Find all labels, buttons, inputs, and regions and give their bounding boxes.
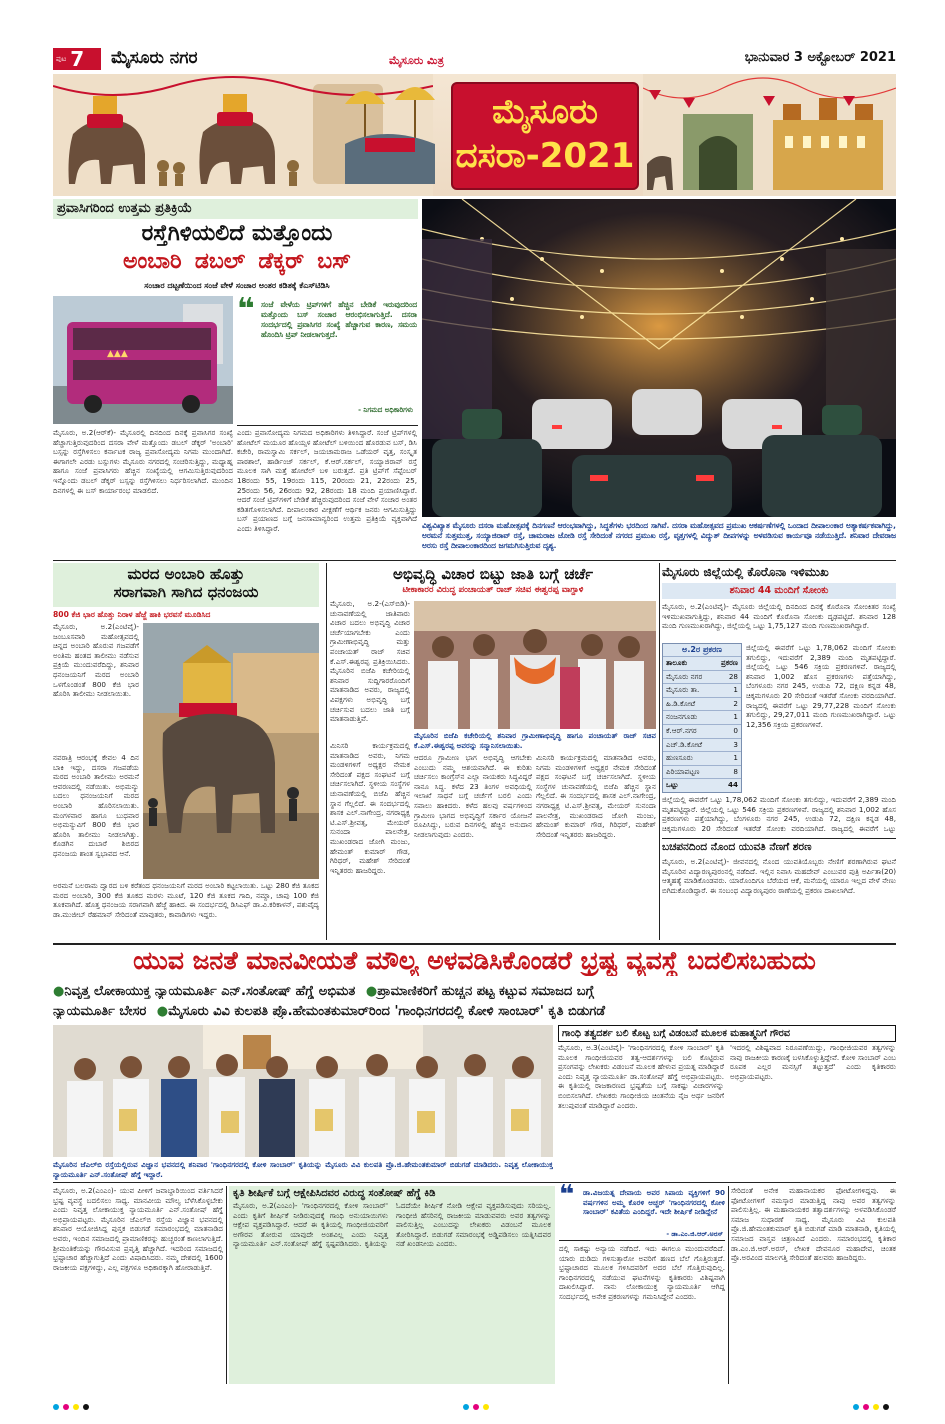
covid-table-taluk: ಹುಣಸೂರು — [666, 753, 693, 763]
gandhi-sidebar-body2: 'ಇದರಲ್ಲಿ ವಿಶಿಷ್ಟವಾದ ನಿರೂಪಣೆಯಿದ್ದು, ಗಾಂಧೀಜಿಯವರ ತತ್ವಗಳನ್ನು ನಾವು ರಾಜಕೀಯ ಕಾರಣಕ್ಕೆ ಬಳಸಿಕೊಳ್ಳುತ್ತಿದ್ದೇವೆ. ಕೋಳಿ ಸಾಂಬಾರ್ ಎಂಬ ರೂಪಕ ಎಲ್ಲರ ಮನಸ್ಸಿಗೆ ತಟ್ಟುತ್ತದೆ' ಎಂದು ಕೃತಿಕಾರರು ಅಭಿಪ್ರಾಯಪಟ್ಟರು. — [730, 1043, 896, 1081]
bus-body-col1: ಮೈಸೂರು, ಅ.2(ಆರ್‌ಕೆ)- ಮೈಸೂರಲ್ಲಿ ದಿನದಿಂದ ದಿನಕ್ಕೆ ಪ್ರವಾಸಿಗರ ಸಂಖ್ಯೆ ಹೆಚ್ಚಾಗುತ್ತಿರುವುದರಿಂದ ದಸರಾ ವೇಳೆ ಮತ್ತೊಂದು ಡಬಲ್ ಡೆಕ್ಕರ್ 'ಅಂಬಾರಿ' ಬಸ್ಸನ್ನು ರಸ್ತೆಗಿಳಿಸಲು ಕರ್ನಾಟಕ ರಾಜ್ಯ ಪ್ರವಾಸೋದ್ಯಮ ನಿಗಮ ಮುಂದಾಗಿದೆ. ಈಗಾಗಲೇ ಎರಡು ಬಸ್ಸುಗಳು ಮೈಸೂರು ನಗರದಲ್ಲಿ ಸಂಚರಿಸುತ್ತಿದ್ದು, ಮಧ್ಯಾಹ್ನ ಹಾಗೂ ಸಂಜೆ ಪ್ರವಾಸಿಗರು ಹೆಚ್ಚಿನ ಸಂಖ್ಯೆಯಲ್ಲಿ ಆಗಮಿಸುತ್ತಿರುವುದರಿಂದ ಇನ್ನೊಂದು ಡಬಲ್ ಡೆಕ್ಕರ್ ಬಸ್ಸನ್ನು ರಸ್ತೆಗಿಳಿಸಲು ನಿರ್ಧರಿಸಲಾಗಿದೆ. ಮುಂದಿನ ದಿನಗಳಲ್ಲಿ ಈ ಬಸ್ ಕಾರ್ಯಾರಂಭ ಮಾಡಲಿದೆ. — [53, 428, 233, 495]
article-caste — [330, 563, 656, 940]
elephant-body-mid: ನವರಾತ್ರಿ ಆರಂಭಕ್ಕೆ ಕೇವಲ 4 ದಿನ ಬಾಕಿ ಇದ್ದು, ದಸರಾ ಗಜಪಡೆಯ ಮರದ ಅಂಬಾರಿ ತಾಲೀಮು ಅರಮನೆ ಆವರಣದಲ್ಲಿ ನಡೆಯಿತು. ಅಭಿಮನ್ಯು ಬದಲು ಧನಂಜಯನಿಗೆ ಮರದ ಅಂಬಾರಿ ಹೊರಿಸಲಾಯಿತು. ಮಂಗಳವಾರ ಹಾಗೂ ಬುಧವಾರ ಅಭಿಮನ್ಯುವಿಗೆ 800 ಕೆಜಿ ಭಾರ ಹೊರಿಸಿ ತಾಲೀಮು ನೀಡಲಾಗಿತ್ತು. ಕೊಡಗಿನ ದುಬಾರೆ ಶಿಬಿರದ ಧನಂಜಯ ಶಾಂತ ಸ್ವಭಾವದ ಆನೆ. — [53, 753, 139, 858]
gandhi-sidebar-body1: ಮೈಸೂರು, ಅ.3(ಎಂಟಿವೈ)- 'ಗಾಂಧಿನಗರದಲ್ಲಿ ಕೋಳಿ ಸಾಂಬಾರ್' ಕೃತಿ ಮೂಲಕ ಗಾಂಧೀಜಿಯವರ ತತ್ವ-ಆದರ್ಶಗಳನ್ನು ಬಲಿ ಕೊಟ್ಟಿರುವ ಪ್ರಸಂಗವನ್ನು ಲೇಖಕರು ವಿಡಂಬನೆ ಮೂಲಕ ಹೇಳುವ ಪ್ರಯತ್ನ ಮಾಡಿದ್ದಾರೆ ಎಂದು ನಿವೃತ್ತ ನ್ಯಾಯಮೂರ್ತಿ ಡಾ.ಸಂತೋಷ್ ಹೆಗ್ಡೆ ಅಭಿಪ್ರಾಯಪಟ್ಟರು. ಈ ಕೃತಿಯಲ್ಲಿ ರಾಜಕಾರಣದ ಭ್ರಷ್ಟತೆಯ ಬಗ್ಗೆ ಸಾಕಷ್ಟು ವಿಚಾರಗಳನ್ನು ಬಿಂಬಿಸಲಾಗಿದೆ. ಲೇಖಕರು ಗಾಂಧೀಜಿಯ ಚಿಂತನೆಯ ನೈಜ ಅರ್ಥ ಜನರಿಗೆ ತಲುಪುವಂತೆ ಮಾಡಿದ್ದಾರೆ ಎಂದರು. — [558, 1043, 724, 1110]
cmyk-dot-icon — [73, 1404, 79, 1410]
article-kicker — [53, 199, 418, 219]
issue-date: ಭಾನುವಾರ 3 ಅಕ್ಟೋಬರ್ 2021 — [744, 50, 896, 65]
covid-body-top: ಮೈಸೂರು, ಅ.2(ಎಂಟಿವೈ)- ಮೈಸೂರು ಜಿಲ್ಲೆಯಲ್ಲಿ ದಿನದಿಂದ ದಿನಕ್ಕೆ ಕೊರೊನಾ ಸೋಂಕಿತರ ಸಂಖ್ಯೆ ಇಳಿಮುಖವಾಗುತ್ತಿದ್ದು, ಶನಿವಾರ 44 ಮಂದಿಗೆ ಕೊರೊನಾ ಸೋಂಕು ದೃಢಪಟ್ಟಿದೆ. ಶನಿವಾರ 128 ಮಂದಿ ಗುಣಮುಖರಾಗಿದ್ದು, ಜಿಲ್ಲೆಯಲ್ಲಿ ಒಟ್ಟು 1,75,127 ಮಂದಿ ಗುಣಮುಖರಾಗಿದ್ದಾರೆ. — [662, 602, 896, 631]
bottom-col3-quote-by: - ಡಾ.ಎಂ.ಜಿ.ಆರ್.ಅರಸ್ — [666, 1230, 723, 1238]
covid-table-count: 1 — [733, 685, 738, 695]
covid-table-row — [663, 765, 741, 779]
covid-subhead: ಶನಿವಾರ 44 ಮಂದಿಗೆ ಸೋಂಕು — [729, 585, 829, 596]
article-covid — [662, 563, 896, 836]
elephant-howdah-photo — [143, 623, 319, 879]
minister-felicitation-photo — [414, 601, 656, 729]
elephant-headline-line1: ಮರದ ಅಂಬಾರಿ ಹೊತ್ತು — [127, 565, 245, 583]
cmyk-dot-icon — [873, 1404, 879, 1410]
quote-text: ಸಂಜೆ ವೇಳೆಯ ಟ್ರಿಪ್‌ಗಳಿಗೆ ಹೆಚ್ಚಿನ ಬೇಡಿಕೆ ಇರುವುದರಿಂದ ಮತ್ತೊಂದು ಬಸ್ ಸಂಚಾರ ಆರಂಭಿಸಲಾಗುತ್ತಿದೆ. ದಸರಾ ಸಂದರ್ಭದಲ್ಲಿ ಪ್ರವಾಸಿಗರ ಸಂಖ್ಯೆ ಹೆಚ್ಚಾಗುವ ಕಾರಣ, ಸಮಯ ಹೊಂದಿಸಿ ಟ್ರಿಪ್ ನೀಡಲಾಗುತ್ತದೆ. — [261, 300, 417, 339]
bullet-icon: ● — [365, 984, 378, 999]
elephant-headline-line2: ಸರಾಗವಾಗಿ ಸಾಗಿದ ಧನಂಜಯ — [113, 583, 259, 601]
quote-mark-icon: ❝ — [237, 292, 255, 327]
covid-table-count: 44 — [727, 780, 738, 790]
covid-table-taluk: ತಾಲೂಕು — [666, 658, 688, 667]
cmyk-dot-icon — [63, 1404, 69, 1410]
bottom-col2-box — [229, 1186, 555, 1384]
covid-body-bottom: ಜಿಲ್ಲೆಯಲ್ಲಿ ಈವರೆಗೆ ಒಟ್ಟು 1,78,062 ಮಂದಿಗೆ ಸೋಂಕು ತಗುಲಿದ್ದು, ಇದುವರೆಗೆ 2,389 ಮಂದಿ ಮೃತಪಟ್ಟಿದ್ದಾರೆ. ಜಿಲ್ಲೆಯಲ್ಲಿ ಒಟ್ಟು 546 ಸಕ್ರಿಯ ಪ್ರಕರಣಗಳಿವೆ. ರಾಜ್ಯದಲ್ಲಿ ಶನಿವಾರ 1,002 ಹೊಸ ಪ್ರಕರಣಗಳು ಪತ್ತೆಯಾಗಿದ್ದು, ಬೆಂಗಳೂರು ನಗರ 245, ಉಡುಪಿ 72, ದಕ್ಷಿಣ ಕನ್ನಡ 48, ಚಿಕ್ಕಮಗಳೂರು 20 ಸೇರಿದಂತೆ ಇತರೆಡೆ ಸೋಂಕು ವರದಿಯಾಗಿದೆ. ರಾಜ್ಯದಲ್ಲಿ ಈವರೆಗೆ ಒಟ್ಟು — [662, 795, 896, 833]
article-double-decker — [53, 197, 418, 555]
covid-table-row — [663, 683, 741, 697]
covid-body-side: ಜಿಲ್ಲೆಯಲ್ಲಿ ಈವರೆಗೆ ಒಟ್ಟು 1,78,062 ಮಂದಿಗೆ ಸೋಂಕು ತಗುಲಿದ್ದು, ಇದುವರೆಗೆ 2,389 ಮಂದಿ ಮೃತಪಟ್ಟಿದ್ದಾರೆ. ಜಿಲ್ಲೆಯಲ್ಲಿ ಒಟ್ಟು 546 ಸಕ್ರಿಯ ಪ್ರಕರಣಗಳಿವೆ. ರಾಜ್ಯದಲ್ಲಿ ಶನಿವಾರ 1,002 ಹೊಸ ಪ್ರಕರಣಗಳು ಪತ್ತೆಯಾಗಿದ್ದು, ಬೆಂಗಳೂರು ನಗರ 245, ಉಡುಪಿ 72, ದಕ್ಷಿಣ ಕನ್ನಡ 48, ಚಿಕ್ಕಮಗಳೂರು 20 ಸೇರಿದಂತೆ ಇತರೆಡೆ ಸೋಂಕು ವರದಿಯಾಗಿದೆ. ರಾಜ್ಯದಲ್ಲಿ ಈವರೆಗೆ ಒಟ್ಟು 29,77,228 ಮಂದಿಗೆ ಸೋಂಕು ತಗುಲಿದ್ದು, 29,27,011 ಮಂದಿ ಗುಣಮುಖರಾಗಿದ್ದಾರೆ. ಒಟ್ಟು 12,356 ಸಕ್ರಿಯ ಪ್ರಕರಣಗಳಿವೆ. — [746, 643, 896, 729]
quote-box — [237, 292, 417, 422]
main-deck-row1 — [53, 984, 896, 999]
caste-body-col1: ಮೈಸೂರು, ಅ.2-(ಎಸ್‌ಬಿಡಿ)- ಚುನಾವಣೆಯಲ್ಲಿ ಜಾತಿವಾರು ವಿಚಾರ ಬದಲು ಅಭಿವೃದ್ಧಿ ವಿಚಾರ ಚರ್ಚೆಯಾಗಬೇಕು ಎಂದು ಗ್ರಾಮೀಣಾಭಿವೃದ್ಧಿ ಮತ್ತು ಪಂಚಾಯತ್ ರಾಜ್ ಸಚಿವ ಕೆ.ಎಸ್.ಈಶ್ವರಪ್ಪ ಪ್ರತಿಕ್ರಿಯಿಸಿದರು. ಮೈಸೂರಿನ ಬಿಜೆಪಿ ಕಚೇರಿಯಲ್ಲಿ ಶನಿವಾರ ಸುದ್ದಿಗಾರರೊಂದಿಗೆ ಮಾತನಾಡಿದ ಅವರು, ರಾಜ್ಯದಲ್ಲಿ ವಿಪಕ್ಷಗಳು ಅಭಿವೃದ್ಧಿ ಬಗ್ಗೆ ಚರ್ಚಿಸುವ ಬದಲು ಜಾತಿ ಬಗ್ಗೆ ಮಾತನಾಡುತ್ತಿವೆ. — [330, 599, 410, 724]
bottom-col1: ಮೈಸೂರು, ಅ.2(ಎಂಎಂ)- ಯುವ ಪೀಳಿಗೆ ಜವಾಬ್ದಾರಿಯಿಂದ ವರ್ತಿಸಿದರೆ ಭ್ರಷ್ಟ ವ್ಯವಸ್ಥೆ ಬದಲಿಸಲು ಸಾಧ್ಯ. ಮಾನವೀಯ ಮೌಲ್ಯ ಬೆಳೆಸಿಕೊಳ್ಳಬೇಕು ಎಂದು ನಿವೃತ್ತ ಲೋಕಾಯುಕ್ತ ನ್ಯಾಯಮೂರ್ತಿ ಎನ್.ಸಂತೋಷ್ ಹೆಗ್ಡೆ ಅಭಿಪ್ರಾಯಪಟ್ಟರು. ಮೈಸೂರಿನ ಜೆಎಲ್‌ಬಿ ರಸ್ತೆಯ ವಿಜ್ಞಾನ ಭವನದಲ್ಲಿ ಶನಿವಾರ ಆಯೋಜಿಸಿದ್ದ ಪುಸ್ತಕ ಬಿಡುಗಡೆ ಸಮಾರಂಭದಲ್ಲಿ ಮಾತನಾಡಿದ ಅವರು, ಇಂದಿನ ಸಮಾಜದಲ್ಲಿ ಪ್ರಾಮಾಣಿಕರನ್ನು ಹುಚ್ಚರಂತೆ ಕಾಣಲಾಗುತ್ತಿದೆ. ಶ್ರೀಮಂತಿಕೆಯನ್ನು ಗೌರವಿಸುವ ಪ್ರವೃತ್ತಿ ಹೆಚ್ಚಾಗಿದೆ. ಇದರಿಂದ ಸಮಾಜದಲ್ಲಿ ಭ್ರಷ್ಟಾಚಾರ ಹೆಚ್ಚಾಗುತ್ತಿದೆ ಎಂದು ವಿಷಾದಿಸಿದರು. ನಮ್ಮ ದೇಶದಲ್ಲಿ 1600 ರಾಜಕೀಯ ಪಕ್ಷಗಳಿದ್ದು, ಎಲ್ಲ ಪಕ್ಷಗಳೂ ಅಧಿಕಾರಕ್ಕಾಗಿ ಹೋರಾಡುತ್ತಿವೆ. — [53, 1186, 223, 1272]
elephant-subhead: 800 ಕೆಜಿ ಭಾರ ಹೊತ್ತು ನಿರಾಳ ಹೆಜ್ಜೆ ಹಾಕಿ ಭರವಸೆ ಮೂಡಿಸಿದ — [53, 610, 211, 619]
masthead — [53, 46, 896, 72]
covid-table-header — [663, 656, 741, 670]
col-divider-d — [728, 1186, 729, 1384]
palace-gate-illustration — [643, 74, 896, 196]
covid-table-count: 1 — [733, 712, 738, 722]
cmyk-dot-icon — [473, 1404, 479, 1410]
section-title: ಮೈಸೂರು ನಗರ — [111, 48, 198, 68]
bottom-col4: ಸೇರಿದಂತೆ ಅನೇಕ ಮಹಾನಾಯಕರ ಫೋಟೋಗಳಿದ್ದವು. ಈ ಫೋಟೋಗಳಿಗೆ ನಮಸ್ಕಾರ ಮಾಡುತ್ತಿದ್ದ ನಾವು ಅವರ ತತ್ವಗಳನ್ನು ಪಾಲಿಸುತ್ತಿಲ್ಲ. ಈ ಮಹಾನಾಯಕರ ತತ್ವಾದರ್ಶಗಳನ್ನು ಅಳವಡಿಸಿಕೊಂಡರೆ ಸಮಾಜ ಸುಧಾರಣೆ ಸಾಧ್ಯ. ಮೈಸೂರು ವಿವಿ ಕುಲಪತಿ ಪ್ರೊ.ಜಿ.ಹೇಮಂತಕುಮಾರ್ ಕೃತಿ ಬಿಡುಗಡೆ ಮಾಡಿ ಮಾತನಾಡಿ, ಕೃತಿಯಲ್ಲಿ ಸಮಾಜದ ವಾಸ್ತವ ಚಿತ್ರಣವಿದೆ ಎಂದರು. ಸಮಾರಂಭದಲ್ಲಿ ಕೃತಿಕಾರ ಡಾ.ಎಂ.ಜಿ.ಆರ್.ಅರಸ್, ಲೇಖಕ ದೇವನೂರ ಮಹಾದೇವ, ಚಿಂತಕ ಪ್ರೊ.ಅರವಿಂದ ಮಾಲಗತ್ತಿ ಸೇರಿದಂತೆ ಹಲವರು ಹಾಜರಿದ್ದರು. — [731, 1186, 896, 1263]
covid-table-row — [663, 724, 741, 738]
col-divider-c — [226, 1186, 227, 1384]
covid-table-taluk: ನಂಜನಗೂಡು — [666, 712, 698, 722]
elephant-headline-box — [53, 563, 319, 607]
quote-mark-icon: ❝ — [559, 1180, 575, 1210]
illumination-caption: ವಿಶ್ವವಿಖ್ಯಾತ ಮೈಸೂರು ದಸರಾ ಮಹೋತ್ಸವಕ್ಕೆ ದಿನಗಣನೆ ಆರಂಭವಾಗಿದ್ದು, ಸಿದ್ಧತೆಗಳು ಭರದಿಂದ ಸಾಗಿವೆ. ದಸರಾ ಮಹೋತ್ಸವದ ಪ್ರಮುಖ ಆಕರ್ಷಣೆಗಳಲ್ಲಿ ಒಂದಾದ ದೀಪಾಲಂಕಾರ ಅತ್ಯಾಕರ್ಷಕವಾಗಿದ್ದು, ಅರಮನೆ ಸುತ್ತಮುತ್ತ, ಸಯ್ಯಾಜಿರಾವ್ ರಸ್ತೆ, ಚಾಮರಾಜ ಜೋಡಿ ರಸ್ತೆ ಸೇರಿದಂತೆ ನಗರದ ಪ್ರಮುಖ ರಸ್ತೆ, ವೃತ್ತಗಳಲ್ಲಿ ವಿದ್ಯುತ್ ದೀಪಗಳನ್ನು ಅಳವಡಿಸುವ ಕಾರ್ಯವೂ ನಡೆಯುತ್ತಿದೆ. ಶನಿವಾರ ದೇವರಾಜ ಅರಸು ರಸ್ತೆ ದೀಪಾಲಂಕಾರದಿಂದ ಜಗಮಗಿಸುತ್ತಿರುವ ದೃಶ್ಯ. — [422, 521, 896, 550]
bullet-icon: ● — [53, 984, 65, 999]
article-young-woman — [662, 841, 896, 940]
section-divider-3 — [53, 1182, 896, 1183]
quote-attribution: - ನಿಗಮದ ಅಧಿಕಾರಿಗಳು — [358, 406, 413, 414]
bus-body-col2: ಎಂದು ಪ್ರವಾಸೋದ್ಯಮ ನಿಗಮದ ಅಧಿಕಾರಿಗಳು ತಿಳಿಸಿದ್ದಾರೆ. ಸಂಜೆ ಟ್ರಿಪ್‌ಗಳಲ್ಲಿ ಹೋಟೆಲ್ ಮಯೂರ ಹೊಯ್ಸಳ ಹೋಟೆಲ್ ಬಳಿಯಿಂದ ಹೊರಡುವ ಬಸ್, ಡಿಸಿ ಕಚೇರಿ, ರಾಮಸ್ವಾಮಿ ಸರ್ಕಲ್, ಜಯಚಾಮರಾಜ ಒಡೆಯರ್ ವೃತ್ತ, ಸಂಸ್ಕೃತ ಪಾಠಶಾಲೆ, ಹಾರ್ಡಿಂಜ್ ಸರ್ಕಲ್, ಕೆ.ಆರ್.ಸರ್ಕಲ್, ಸಯ್ಯಾಜಿರಾವ್ ರಸ್ತೆ ಮೂಲಕ ಸಾಗಿ ಮತ್ತೆ ಹೋಟೆಲ್ ಬಳಿ ಬರುತ್ತದೆ. ಪ್ರತಿ ಟ್ರಿಪ್‌ಗೆ ಸೆಪ್ಟೆಂಬರ್ 18ರಂದು 55, 19ರಂದು 115, 20ರಂದು 21, 22ರಂದು 25, 25ರಂದು 56, 26ರಂದು 92, 28ರಂದು 18 ಮಂದಿ ಪ್ರಯಾಣಿಸಿದ್ದಾರೆ. ಆದರೆ ಸಂಜೆ ಟ್ರಿಪ್‌ಗಳಿಗೆ ಬೇಡಿಕೆ ಹೆಚ್ಚಿರುವುದರಿಂದ ಸಂಜೆ ವೇಳೆ ಸಂಚಾರ ಅಂತರ ಕಡಿತಗೊಳಿಸಲಾಗಿದೆ. ದೀಪಾಲಂಕಾರ ವೀಕ್ಷಣೆಗೆ ಆರ್ಥಿಕ ಜನರು ಆಗಮಿಸುತ್ತಿದ್ದು ಬಸ್ ಪ್ರಯಾಣದ ಬಗ್ಗೆ ಜನಸಾಮಾನ್ಯರಿಂದ ಉತ್ತಮ ಪ್ರತಿಕ್ರಿಯೆ ವ್ಯಕ್ತವಾಗಿದೆ ಎಂದು ತಿಳಿಸಿದ್ದಾರೆ. — [237, 428, 417, 533]
covid-table-taluk: ಎಚ್.ಡಿ.ಕೋಟೆ — [666, 739, 703, 749]
covid-table-count: 28 — [728, 671, 738, 681]
covid-subhead-box — [662, 583, 896, 599]
illumination-feature — [422, 199, 896, 557]
covid-table-body — [663, 656, 741, 792]
covid-table-row — [663, 697, 741, 711]
covid-table-row — [663, 778, 741, 792]
illuminated-street-photo — [422, 199, 896, 517]
dasara-banner — [53, 74, 896, 196]
book-release-photo — [53, 1025, 553, 1157]
covid-table-taluk: ಕೆ.ಆರ್.ನಗರ — [666, 725, 697, 735]
covid-headline: ಮೈಸೂರು ಜಿಲ್ಲೆಯಲ್ಲಿ ಕೊರೊನಾ ಇಳಿಮುಖ — [662, 565, 829, 579]
covid-table-count: ಪ್ರಕರಣ — [720, 658, 738, 667]
cmyk-dot-icon — [863, 1404, 869, 1410]
deck-item-1: ನಿವೃತ್ತ ಲೋಕಾಯುಕ್ತ ನ್ಯಾಯಮೂರ್ತಿ ಎನ್.ಸಂತೋಷ್ ಹೆಗ್ಡೆ ಅಭಿಮತ — [64, 984, 356, 999]
covid-table — [662, 643, 742, 793]
covid-table-row — [663, 670, 741, 684]
covid-divider — [662, 838, 896, 839]
banner-title-line1: ಮೈಸೂರು — [492, 92, 598, 132]
covid-table-taluk: ಹಿ.ಡಿ.ಕೋಟೆ — [666, 698, 696, 708]
headline-line2: ಅಂಬಾರಿ ಡಬಲ್ ಡೆಕ್ಕರ್ ಬಸ್ — [122, 249, 352, 274]
svg-text:▲▲▲: ▲▲▲ — [107, 349, 128, 359]
deck-item-4: ಮೈಸೂರು ವಿವಿ ಕುಲಪತಿ ಪ್ರೊ.ಹೇಮಂತಕುಮಾರ್‌ರಿಂದ 'ಗಾಂಧಿನಗರದಲ್ಲಿ ಕೋಳಿ ಸಾಂಬಾರ್' ಕೃತಿ ಬಿಡುಗಡೆ — [168, 1004, 606, 1019]
caste-body-col3: ಮಿನಿಸರಿ ಕಾರ್ಯಕ್ರಮದಲ್ಲಿ ಮಾತನಾಡಿದ ಅವರು, ನಿಗಮ ಮಂಡಳಿಗಳಿಗೆ ಅಧ್ಯಕ್ಷರ ನೇಮಕ ಸೇರಿದಂತೆ ಪಕ್ಷದ ಸಂಘಟನೆ ಬಗ್ಗೆ ಚರ್ಚಿಸಲಾಗಿದೆ. ಸ್ಥಳೀಯ ಸಂಸ್ಥೆಗಳ ಚುನಾವಣೆಯಲ್ಲಿ ಬಿಜೆಪಿ ಹೆಚ್ಚಿನ ಸ್ಥಾನ ಗೆಲ್ಲಲಿದೆ. ಈ ಸಂದರ್ಭದಲ್ಲಿ ಶಾಸಕ ಎಲ್.ನಾಗೇಂದ್ರ, ನಗರಾಧ್ಯಕ್ಷ ಟಿ.ಎಸ್.ಶ್ರೀವತ್ಸ, ಮೇಯರ್ ಸುನಂದಾ ಪಾಲನೇತ್ರ, ಮುಖಂಡರಾದ ಜೋಗಿ ಮಂಜು, ಹೇಮಂತ್ ಕುಮಾರ್ ಗೌಡ, ಗಿರಿಧರ್, ಮಹೇಶ್ ಸೇರಿದಂತೆ ಇನ್ನಿತರರು ಹಾಜರಿದ್ದರು. — [536, 753, 656, 839]
young-woman-body: ಮೈಸೂರು, ಅ.2(ಎಂಟಿವೈ)- ಜೀವನದಲ್ಲಿ ನೊಂದ ಯುವತಿಯೊಬ್ಬರು ನೇಣಿಗೆ ಶರಣಾಗಿರುವ ಘಟನೆ ಮೈಸೂರಿನ ವಿದ್ಯಾರಣ್ಯಪುರಂನಲ್ಲಿ ನಡೆದಿದೆ. ಇಲ್ಲಿನ ನಿವಾಸಿ ಮಹದೇವ್ ಎಂಬುವರ ಪುತ್ರಿ ಅರ್ಪಿತಾ(20) ಆತ್ಮಹತ್ಯೆ ಮಾಡಿಕೊಂಡವರು. ಯಾರೊಂದಿಗೂ ಬೆರೆಯದ ಆಕೆ, ಮನೆಯಲ್ಲಿ ಯಾರೂ ಇಲ್ಲದ ವೇಳೆ ನೇಣು ಬಿಗಿದುಕೊಂಡಿದ್ದಾರೆ. ಈ ಸಂಬಂಧ ವಿದ್ಯಾರಣ್ಯಪುರಂ ಠಾಣೆಯಲ್ಲಿ ಪ್ರಕರಣ ದಾಖಲಾಗಿದೆ. — [662, 857, 896, 895]
bottom-col3-quote: ಡಾ.ವಿಜಯತ್ನ ದೇವಾಯ ಅವರ ಸಿಪಾಯ ವ್ಯಕ್ತಿಗಳಿಗೆ 90 ವರ್ಷಗಳಿನ ಅಮ್ಮ ಕೊರಳಿ ಆಚ್ಚರ್ 'ಗಾಂಧಿನಗರದಲ್ಲಿ ಕೋಳಿ ಸಾಂಬಾರ್' ಕವಿತೆಯ ಎಂದಿದ್ದರೆ. ಇದೇ ಶೀರ್ಷಿಕೆ ನೀಡಿದ್ದೇನೆ — [583, 1188, 725, 1217]
cmyk-dot-icon — [853, 1404, 859, 1410]
print-registration-marks — [53, 1402, 896, 1412]
umbrella-elephant-illustration — [325, 74, 455, 196]
cmyk-dot-icon — [83, 1404, 89, 1410]
covid-table-taluk: ಮೈಸೂರು ನಗರ — [666, 671, 703, 681]
bullet-icon: ● — [156, 1004, 169, 1019]
subhead: ಸಂಚಾರ ದಟ್ಟಣೆಯಿಂದ ಸಂಜೆ ವೇಳೆ ಸಂಚಾರ ಅಂತರ ಕಡಿತಕ್ಕೆ ಕೆಎಸ್‌ಟಿಡಿಸಿ — [144, 281, 330, 290]
covid-table-taluk: ಮೈಸೂರು ತಾ. — [666, 685, 700, 695]
caste-photo-caption: ಮೈಸೂರಿನ ಬಿಜೆಪಿ ಕಚೇರಿಯಲ್ಲಿ ಶನಿವಾರ ಗ್ರಾಮೀಣಾಭಿವೃದ್ಧಿ ಹಾಗೂ ಪಂಚಾಯತ್ ರಾಜ್ ಸಚಿವ ಕೆ.ಎಸ್.ಈಶ್ವರಪ್ಪ ಅವರನ್ನು ಸನ್ಮಾನಿಸಲಾಯಿತು. — [414, 731, 656, 750]
cmyk-dot-icon — [483, 1404, 489, 1410]
bottom-col2-body: ಮೈಸೂರು, ಅ.2(ಎಂಎಂ)- 'ಗಾಂಧಿನಗರದಲ್ಲಿ ಕೋಳಿ ಸಾಂಬಾರ್' ಎಂದು ಕೃತಿಗೆ ಶೀರ್ಷಿಕೆ ನೀಡಿರುವುದಕ್ಕೆ ಗಾಂಧಿ ಅನುಯಾಯಿಗಳು ಆಕ್ಷೇಪ ವ್ಯಕ್ತಪಡಿಸಿದ್ದಾರೆ. ಆದರೆ ಈ ಕೃತಿಯಲ್ಲಿ ಗಾಂಧೀಜಿಯವರಿಗೆ ಅಗೌರವ ತೋರುವ ಯಾವುದೇ ಅಂಶವಿಲ್ಲ ಎಂದು ನಿವೃತ್ತ ನ್ಯಾಯಮೂರ್ತಿ ಎನ್.ಸಂತೋಷ್ ಹೆಗ್ಡೆ ಸ್ಪಷ್ಟಪಡಿಸಿದರು. ಕೃತಿಯನ್ನು ಓದದೆಯೇ ಶೀರ್ಷಿಕೆ ನೋಡಿ ಆಕ್ಷೇಪ ವ್ಯಕ್ತಪಡಿಸುವುದು ಸರಿಯಲ್ಲ. ಗಾಂಧೀಜಿ ಹೆಸರಿನಲ್ಲಿ ರಾಜಕೀಯ ಮಾಡುವವರು ಅವರ ತತ್ವಗಳನ್ನು ಪಾಲಿಸುತ್ತಿಲ್ಲ ಎಂಬುದನ್ನು ಲೇಖಕರು ವಿಡಂಬನೆ ಮೂಲಕ ತೋರಿಸಿದ್ದಾರೆ. ಬಿಡುಗಡೆ ಸಮಾರಂಭಕ್ಕೆ ಅಡ್ಡಿಪಡಿಸಲು ಯತ್ನಿಸಿದವರ ನಡೆ ಖಂಡನೀಯ ಎಂದರು. — [233, 1201, 551, 1249]
covid-table-count: 2 — [733, 698, 738, 708]
banner-title-line2: ದಸರಾ-2021 — [455, 136, 635, 176]
cmyk-dot-icon — [53, 1404, 59, 1410]
article-elephant — [53, 563, 323, 940]
double-decker-bus-photo — [53, 296, 233, 424]
gandhi-sidebar — [558, 1025, 896, 1179]
section-divider-2 — [53, 943, 896, 945]
covid-table-count: 0 — [733, 725, 738, 735]
book-release-caption: ಮೈಸೂರಿನ ಜೆಎಲ್‌ಬಿ ರಸ್ತೆಯಲ್ಲಿರುವ ವಿಜ್ಞಾನ ಭವನದಲ್ಲಿ ಶನಿವಾರ 'ಗಾಂಧಿನಗರದಲ್ಲಿ ಕೋಳಿ ಸಾಂಬಾರ್' ಕೃತಿಯನ್ನು ಮೈಸೂರು ವಿವಿ ಕುಲಪತಿ ಪ್ರೊ.ಜಿ.ಹೇಮಂತಕುಮಾರ್ ಬಿಡುಗಡೆ ಮಾಡಿದರು. ನಿವೃತ್ತ ಲೋಕಾಯುಕ್ತ ನ್ಯಾಯಮೂರ್ತಿ ಎನ್.ಸಂತೋಷ್ ಹೆಗ್ಡೆ ಇದ್ದಾರೆ. — [53, 1160, 553, 1179]
covid-table-row — [663, 710, 741, 724]
covid-table-taluk: ಪಿರಿಯಾಪಟ್ಟಣ — [666, 766, 700, 776]
covid-table-row — [663, 751, 741, 765]
page-number-box — [53, 48, 101, 70]
elephant-body-bottom: ಅರಮನೆ ಬಲರಾಮ ದ್ವಾರದ ಬಳಿ ಕರೆತಂದ ಧನಂಜಯನಿಗೆ ಮರದ ಅಂಬಾರಿ ಕಟ್ಟಲಾಯಿತು. ಒಟ್ಟು 280 ಕೆಜಿ ತೂಕದ ಮರದ ಅಂಬಾರಿ, 300 ಕೆಜಿ ತೂಕದ ಮರಳು ಮೂಟೆ, 120 ಕೆಜಿ ತೂಕದ ಗಾದಿ, ನಮ್ದಾ, ಚಾಪು 100 ಕೆಜಿ ತೂಕವಾಗಿದೆ. ಹೊತ್ತ ಧನಂಜಯ ಸರಾಗವಾಗಿ ಹೆಜ್ಜೆ ಹಾಕಿದ. ಈ ಸಂದರ್ಭದಲ್ಲಿ ಡಿಸಿಎಫ್ ಡಾ.ವಿ.ಕರಿಕಾಳನ್, ಪಶುವೈದ್ಯ ಡಾ.ಮುಜೀಬ್ ರೆಹಮಾನ್ ಸೇರಿದಂತೆ ಮಾವುತರು, ಕಾವಾಡಿಗಳು ಇದ್ದರು. — [53, 881, 319, 919]
cmyk-dot-icon — [463, 1404, 469, 1410]
covid-table-count: 8 — [733, 766, 738, 776]
covid-table-row — [663, 738, 741, 752]
covid-table-count: 1 — [733, 753, 738, 763]
gandhi-sidebar-head: ಗಾಂಧಿ ತತ್ವದರ್ಶ ಬಲಿ ಕೊಟ್ಟ ಬಗ್ಗೆ ವಿಡಂಬನೆ ಮೂಲಕ ಮಹಾತ್ಮನಿಗೆ ಗೌರವ — [558, 1025, 896, 1042]
bottom-col2-head: ಕೃತಿ ಶೀರ್ಷಿಕೆ ಬಗ್ಗೆ ಆಕ್ಷೇಪಿಸಿದವರ ವಿರುದ್ಧ ಸಂತೋಷ್ ಹೆಗ್ಡೆ ಕಿಡಿ — [233, 1188, 436, 1199]
bottom-col3-body: ದಲ್ಲಿ ಸಾಕಷ್ಟು ಅನ್ಯಾಯ ನಡೆದಿದೆ. ಇದು ಈಗಲೂ ಮುಂದುವರೆದಿದೆ. ಯಾರು ದುಡಿದು ಗಳಿಸುತ್ತಾರೋ ಅವರಿಗೆ ಹಣದ ಬೆಲೆ ಗೊತ್ತಿರುತ್ತದೆ. ಭ್ರಷ್ಟಾಚಾರದ ಮೂಲಕ ಗಳಿಸಿದವರಿಗೆ ಅದರ ಬೆಲೆ ಗೊತ್ತಿರುವುದಿಲ್ಲ. ಗಾಂಧಿನಗರದಲ್ಲಿ ನಡೆಯುವ ಘಟನೆಗಳನ್ನು ಕೃತಿಕಾರರು ವಿಶಿಷ್ಟವಾಗಿ ದಾಖಲಿಸಿದ್ದಾರೆ. ನಾನು ಲೋಕಾಯುಕ್ತ ನ್ಯಾಯಮೂರ್ತಿ ಆಗಿದ್ದ ಸಂದರ್ಭದಲ್ಲಿ ಅನೇಕ ಪ್ರಕರಣಗಳನ್ನು ಗಮನಿಸಿದ್ದೇನೆ ಎಂದರು. — [559, 1244, 725, 1301]
col-divider-a — [326, 563, 327, 940]
bottom-col3 — [559, 1180, 725, 1384]
caste-body-col1-cont: ಮಿನಿಸರಿ ಕಾರ್ಯಕ್ರಮದಲ್ಲಿ ಮಾತನಾಡಿದ ಅವರು, ನಿಗಮ ಮಂಡಳಿಗಳಿಗೆ ಅಧ್ಯಕ್ಷರ ನೇಮಕ ಸೇರಿದಂತೆ ಪಕ್ಷದ ಸಂಘಟನೆ ಬಗ್ಗೆ ಚರ್ಚಿಸಲಾಗಿದೆ. ಸ್ಥಳೀಯ ಸಂಸ್ಥೆಗಳ ಚುನಾವಣೆಯಲ್ಲಿ ಬಿಜೆಪಿ ಹೆಚ್ಚಿನ ಸ್ಥಾನ ಗೆಲ್ಲಲಿದೆ. ಈ ಸಂದರ್ಭದಲ್ಲಿ ಶಾಸಕ ಎಲ್.ನಾಗೇಂದ್ರ, ನಗರಾಧ್ಯಕ್ಷ ಟಿ.ಎಸ್.ಶ್ರೀವತ್ಸ, ಮೇಯರ್ ಸುನಂದಾ ಪಾಲನೇತ್ರ, ಮುಖಂಡರಾದ ಜೋಗಿ ಮಂಜು, ಹೇಮಂತ್ ಕುಮಾರ್ ಗೌಡ, ಗಿರಿಧರ್, ಮಹೇಶ್ ಸೇರಿದಂತೆ ಇನ್ನಿತರರು ಹಾಜರಿದ್ದರು. — [330, 741, 410, 875]
headline-line1: ರಸ್ತೆಗಿಳಿಯಲಿದೆ ಮತ್ತೊಂದು — [141, 221, 333, 246]
cmyk-dot-icon — [883, 1404, 889, 1410]
caste-body-col2: ಆದರೂ ಗ್ರಾಮೀಣ ಭಾಗ ಅಭಿವೃದ್ಧಿ ಆಗಬೇಕು ಎಂಬುದು ನಮ್ಮ ಆಶಯವಾಗಿದೆ. ಈ ಕುರಿತು ಚರ್ಚಿಸಲು ಕಾಂಗ್ರೆಸ್‌ನ ಎಲ್ಲಾ ನಾಯಕರು ಸಿದ್ಧವಿದ್ದರೆ ನಾನೂ ಸಿದ್ಧ. ಕಳೆದ 23 ತಿಂಗಳ ಅವಧಿಯಲ್ಲಿ ಇಲಾಖೆ ಸಾಧನೆ ಬಗ್ಗೆ ಚರ್ಚೆಗೆ ಬರಲಿ ಎಂದು ಸವಾಲು ಹಾಕಿದರು. ಕಳೆದ ಹಲವು ವರ್ಷಗಳಿಂದ ಗ್ರಾಮೀಣ ಭಾಗದ ಅಭಿವೃದ್ಧಿಗೆ ಸರ್ಕಾರ ಯೋಜನೆ ರೂಪಿಸಿದ್ದು, ಬರುವ ದಿನಗಳಲ್ಲಿ ಹೆಚ್ಚಿನ ಅನುದಾನ ನೀಡಲಾಗುವುದು ಎಂದರು. — [414, 753, 532, 839]
quote-divider — [559, 1240, 725, 1241]
section-divider-1 — [53, 560, 896, 561]
covid-table-title: ಅ.2ರ ಪ್ರಕರಣ — [682, 645, 722, 654]
kicker-text: ಪ್ರವಾಸಿಗರಿಂದ ಉತ್ತಮ ಪ್ರತಿಕ್ರಿಯೆ — [57, 201, 193, 216]
main-headline: ಯುವ ಜನತೆ ಮಾನವೀಯತೆ ಮೌಲ್ಯ ಅಳವಡಿಸಿಕೊಂಡರೆ ಭ್ರಷ್ಟ ವ್ಯವಸ್ಥೆ ಬದಲಿಸಬಹುದು — [133, 946, 816, 975]
quote-divider — [237, 425, 418, 426]
col-divider-b — [659, 563, 660, 940]
paper-name: ಮೈಸೂರು ಮಿತ್ರ — [389, 54, 444, 67]
banner-title-box — [451, 82, 639, 190]
deck-item-2: ಪ್ರಾಮಾಣಿಕರಿಗೆ ಹುಚ್ಚನ ಪಟ್ಟ ಕಟ್ಟುವ ಸಮಾಜದ ಬಗ್ಗೆ — [377, 984, 594, 999]
covid-table-count: 3 — [733, 739, 738, 749]
covid-table-taluk: ಒಟ್ಟು — [666, 780, 679, 790]
caste-subhead: ಟೀಕಾಕಾರರ ವಿರುದ್ಧ ಪಂಚಾಯತ್ ರಾಜ್ ಸಚಿವ ಈಶ್ವರಪ್ಪ ವಾಗ್ದಾಳಿ — [402, 585, 584, 595]
deck-item-3: ನ್ಯಾಯಮೂರ್ತಿ ಬೇಸರ — [53, 1004, 147, 1019]
main-deck-row2 — [53, 1004, 896, 1019]
young-woman-headline: ಬಚಪನದಿಂದ ನೊಂದ ಯುವತಿ ನೆಣಗೆ ಶರಣ — [662, 841, 812, 853]
elephant-body-top: ಮೈಸೂರು, ಅ.2(ಎಂಟಿವೈ)- ಜಂಬೂಸವಾರಿ ಮಹೋತ್ಸವದಲ್ಲಿ ಚಿನ್ನದ ಅಂಬಾರಿ ಹೊರುವ ಗಜಪಡೆಗೆ ಅಂತಿಮ ಹಂತದ ತಾಲೀಮು ನಡೆಸುವ ಪ್ರಕ್ರಿಯೆ ಮುಂದುವರೆದಿದ್ದು, ಶನಿವಾರ ಧನಂಜಯನಿಗೆ ಮರದ ಅಂಬಾರಿ ಒಳಗೊಂಡಂತೆ 800 ಕೆಜಿ ಭಾರ ಹೊರಿಸಿ ತಾಲೀಮು ನೀಡಲಾಯಿತು. — [53, 622, 139, 699]
caste-headline: ಅಭಿವೃದ್ಧಿ ವಿಚಾರ ಬಿಟ್ಟು ಜಾತಿ ಬಗ್ಗೆ ಚರ್ಚೆ — [392, 565, 594, 583]
page-label: ಪುಟ — [56, 54, 67, 63]
page-number: 7 — [70, 47, 85, 71]
